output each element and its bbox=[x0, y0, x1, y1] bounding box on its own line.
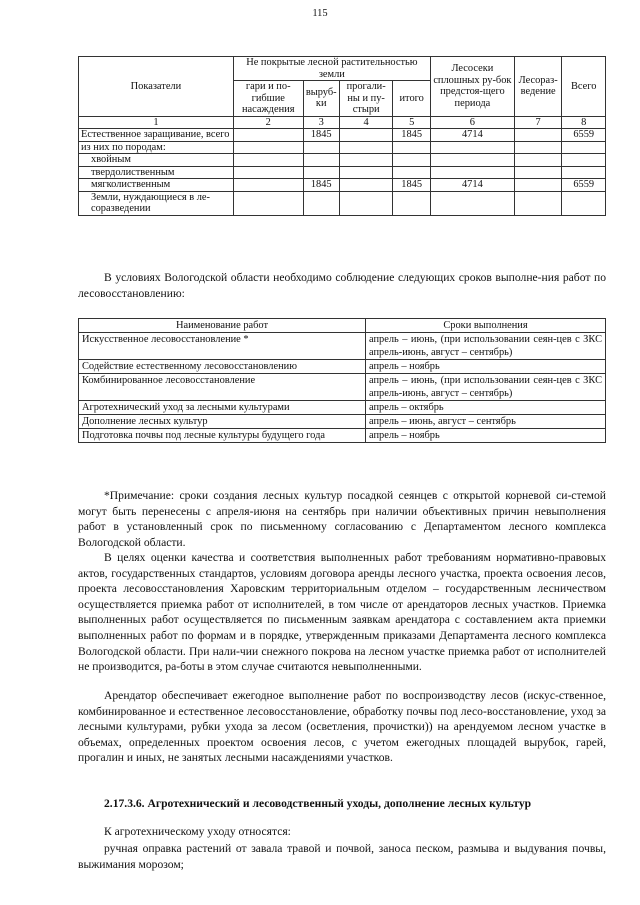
row-label: хвойным bbox=[79, 154, 234, 167]
reforestation-area-table bbox=[78, 56, 606, 216]
care-intro-paragraph: К агротехническому уходу относятся: bbox=[104, 825, 291, 838]
cell bbox=[339, 129, 393, 142]
header-indicators: Показатели bbox=[79, 57, 234, 117]
header-burned: гари и по-гибшие насаждения bbox=[233, 81, 303, 117]
cell bbox=[562, 154, 606, 167]
care-item-paragraph: ручная оправка растений от завала травой и почвой, заноса песком, размыва и выдувания почвы, выжимания морозом; bbox=[78, 842, 606, 871]
table-row bbox=[79, 429, 606, 443]
table-header-row bbox=[79, 319, 606, 333]
acceptance-paragraph: В целях оценки качества и соответствия выполненных работ требованиям нормативно-правовых актов, государственных стандартов, условиям договора аренды лесного участка, проекта освоения лесов, проекта лесовосстановления Харовским территориальным отделом – государственным лесничеством осуществляется приемка работ от исполнителей, в том числе от арендаторов лесных участков. Приемка выполненных работ осуществляется по письменным заявкам арендатора с составлением акта приемки выполненных работ по формам и в порядке, утвержденным приказами Департамента лесного комплекса Вологодской области. При нали-чии снежного покрова на лесном участке приемка работ от исполнителей не производится, ра-боты в этом случае считаются невыполненными. bbox=[78, 551, 606, 674]
header-cutting-areas: Лесосеки сплошных ру-бок предстоя-щего периода bbox=[430, 57, 514, 117]
cell bbox=[303, 141, 339, 154]
cell bbox=[339, 154, 393, 167]
work-terms: апрель – июнь, (при использовании сеян-цев с ЗКС апрель-июнь, август – сентябрь) bbox=[366, 374, 606, 401]
table-row bbox=[79, 141, 606, 154]
cell bbox=[514, 166, 562, 179]
col-number: 2 bbox=[233, 116, 303, 129]
header-terms: Сроки выполнения bbox=[366, 319, 606, 333]
col-number: 8 bbox=[562, 116, 606, 129]
cell bbox=[514, 191, 562, 215]
tenant-paragraph: Арендатор обеспечивает ежегодное выполнение работ по воспроизводству лесов (искус-ственное, комбинированное и естественное лесовосстановление, обработку почвы под лесо-восстановление, уход за лесными культурами, рубки ухода за лесом (осветления, прочистки)) на арендуемом лесном участке в объемах, определенных проектом освоения лесов, с учетом ежегодных площадей вырубок, гарей, прогалин и иных, не занятых лесными насаждениями участков. bbox=[78, 689, 606, 765]
cell bbox=[562, 166, 606, 179]
cell bbox=[339, 166, 393, 179]
cell bbox=[514, 154, 562, 167]
cell: 1845 bbox=[303, 129, 339, 142]
cell bbox=[303, 154, 339, 167]
cell bbox=[393, 141, 430, 154]
header-total: Всего bbox=[562, 57, 606, 117]
table-row bbox=[79, 401, 606, 415]
cell bbox=[430, 166, 514, 179]
cell bbox=[393, 154, 430, 167]
row-label: Естественное заращивание, всего bbox=[79, 129, 234, 142]
table-row bbox=[79, 374, 606, 401]
cell bbox=[514, 141, 562, 154]
work-name: Подготовка почвы под лесные культуры будущего года bbox=[79, 429, 366, 443]
cell bbox=[514, 179, 562, 192]
cell bbox=[303, 166, 339, 179]
row-label: Земли, нуждающиеся в ле-соразведении bbox=[79, 191, 234, 215]
cell bbox=[233, 179, 303, 192]
header-not-covered-group: Не покрытые лесной растительностью земли bbox=[233, 57, 430, 81]
cell bbox=[514, 129, 562, 142]
row-label: из них по породам: bbox=[79, 141, 234, 154]
table-row bbox=[79, 179, 606, 192]
cell bbox=[233, 154, 303, 167]
table-row bbox=[79, 360, 606, 374]
cell bbox=[393, 191, 430, 215]
note-paragraph: *Примечание: сроки создания лесных культур посадкой сеянцев с открытой корневой си-стемой могут быть перенесены с апреля-июня на сентябрь при наличии объективных причин невыполнения работ в установленный срок по письменному согласованию с Департаментом лесного комплекса Вологодской области. bbox=[78, 489, 606, 549]
cell: 4714 bbox=[430, 129, 514, 142]
section-heading: 2.17.3.6. Агротехнический и лесоводственный уходы, дополнение лесных культур bbox=[104, 797, 532, 810]
col-number: 6 bbox=[430, 116, 514, 129]
cell bbox=[233, 129, 303, 142]
cell: 6559 bbox=[562, 179, 606, 192]
work-name: Искусственное лесовосстановление * bbox=[79, 333, 366, 360]
work-name: Содействие естественному лесовосстановлению bbox=[79, 360, 366, 374]
work-name: Агротехнический уход за лесными культурами bbox=[79, 401, 366, 415]
work-schedule-table bbox=[78, 318, 606, 443]
col-number: 7 bbox=[514, 116, 562, 129]
cell: 1845 bbox=[393, 129, 430, 142]
header-work: Наименование работ bbox=[79, 319, 366, 333]
header-subtotal: итого bbox=[393, 81, 430, 117]
cell bbox=[430, 154, 514, 167]
cell bbox=[233, 141, 303, 154]
cell: 1845 bbox=[393, 179, 430, 192]
col-number: 5 bbox=[393, 116, 430, 129]
header-glades: прогали-ны и пу-стыри bbox=[339, 81, 393, 117]
cell bbox=[303, 191, 339, 215]
work-name: Дополнение лесных культур bbox=[79, 415, 366, 429]
page-number: 115 bbox=[312, 8, 328, 19]
cell: 1845 bbox=[303, 179, 339, 192]
table-row bbox=[79, 129, 606, 142]
cell bbox=[393, 166, 430, 179]
header-clearcuts: выруб-ки bbox=[303, 81, 339, 117]
table-row bbox=[79, 191, 606, 215]
cell bbox=[562, 191, 606, 215]
col-number: 4 bbox=[339, 116, 393, 129]
row-label: твердолиственным bbox=[79, 166, 234, 179]
cell bbox=[430, 191, 514, 215]
col-number: 1 bbox=[79, 116, 234, 129]
col-number: 3 bbox=[303, 116, 339, 129]
row-label: мягколиственным bbox=[79, 179, 234, 192]
cell bbox=[233, 166, 303, 179]
cell: 4714 bbox=[430, 179, 514, 192]
cell bbox=[233, 191, 303, 215]
work-name: Комбинированное лесовосстановление bbox=[79, 374, 366, 401]
table-row bbox=[79, 166, 606, 179]
header-afforestation: Лесораз-ведение bbox=[514, 57, 562, 117]
table-row bbox=[79, 333, 606, 360]
cell bbox=[562, 141, 606, 154]
cell: 6559 bbox=[562, 129, 606, 142]
cell bbox=[339, 191, 393, 215]
work-terms: апрель – июнь, (при использовании сеян-цев с ЗКС апрель-июнь, август – сентябрь) bbox=[366, 333, 606, 360]
intro-paragraph: В условиях Вологодской области необходимо соблюдение следующих сроков выполне-ния работ по лесовосстановлению: bbox=[78, 271, 606, 300]
table-header-row bbox=[79, 57, 606, 81]
work-terms: апрель – июнь, август – сентябрь bbox=[366, 415, 606, 429]
table-row bbox=[79, 415, 606, 429]
table-row bbox=[79, 154, 606, 167]
work-terms: апрель – октябрь bbox=[366, 401, 606, 415]
cell bbox=[339, 179, 393, 192]
cell bbox=[339, 141, 393, 154]
work-terms: апрель – ноябрь bbox=[366, 360, 606, 374]
column-number-row bbox=[79, 116, 606, 129]
work-terms: апрель – ноябрь bbox=[366, 429, 606, 443]
cell bbox=[430, 141, 514, 154]
